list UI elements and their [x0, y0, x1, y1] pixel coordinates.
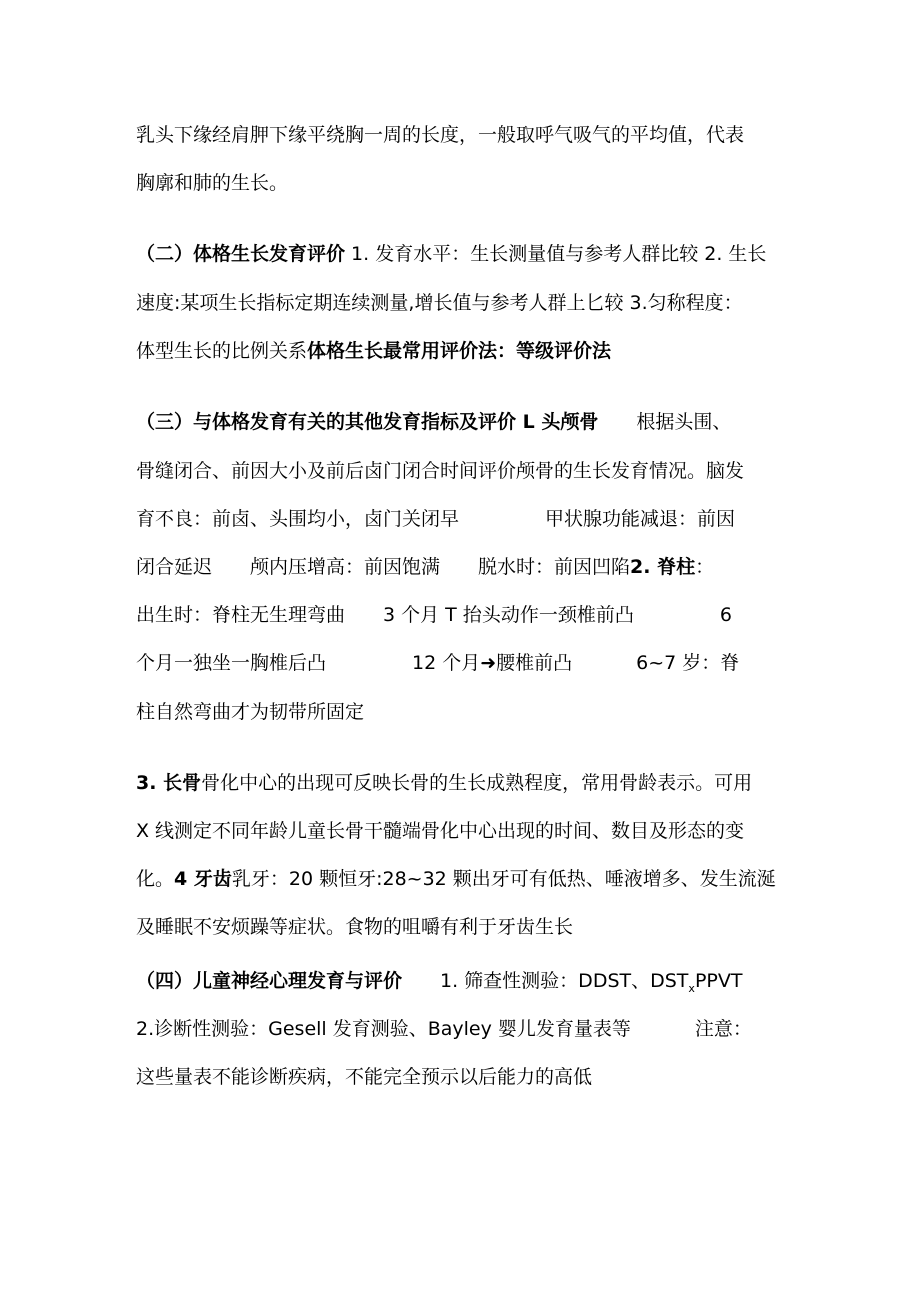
text-span: 速度:某项生长指标定期连续测量,增长值与参考人群上匕较 3.匀称程度：	[136, 292, 743, 314]
text-span: PPVT	[694, 970, 743, 992]
text-span: 乳牙：20 颗恒牙:28~32 颗出牙可有低热、唾液增多、发生流涎	[231, 868, 776, 890]
text-span: 颅内压增高：前因饱满	[250, 556, 441, 578]
text-span: 出生时：脊柱无生理弯曲	[136, 604, 346, 626]
para-other-indicators-line-1	[136, 409, 796, 435]
text-span: 柱自然弯曲才为韧带所固定	[136, 701, 365, 723]
text-span: 闭合延迟	[136, 556, 213, 578]
para-neuro-line-1	[136, 968, 796, 1002]
bold-phrase: 2. 脊柱	[630, 556, 696, 578]
text-span: 3 个月 T 抬头动作一颈椎前凸	[383, 604, 634, 626]
text-span: 化。	[136, 868, 175, 890]
text-span: 这些量表不能诊断疾病，不能完全预示以后能力的高低	[136, 1066, 593, 1088]
text-span: 2.诊断性测验：Gesell 发育测验、Bayley 婴儿发育量表等	[136, 1018, 631, 1040]
para-long-bone-line-2	[136, 818, 796, 844]
bold-phrase: 4 牙齿	[174, 868, 232, 890]
text-span: 乳头下缘经肩胛下缘平绕胸一周的长度，一般取呼气吸气的平均值，代表	[136, 124, 745, 146]
text-span: 胸廓和肺的生长。	[136, 172, 289, 194]
para-neuro-line-3	[136, 1064, 796, 1090]
section-heading-2: （二）体格生长发育评价	[136, 243, 346, 265]
para-growth-eval-line-2	[136, 290, 796, 316]
para-chest-line-2	[136, 170, 796, 196]
para-chest-line-1	[136, 122, 796, 148]
para-other-indicators-line-6	[136, 650, 796, 676]
text-span: 骨缝闭合、前因大小及前后卤门闭合时间评价颅骨的生长发育情况。脑发	[136, 460, 745, 482]
para-long-bone-line-3	[136, 866, 796, 892]
text-span: 体型生长的比例关系	[136, 340, 308, 362]
para-growth-eval-line-1	[136, 241, 796, 267]
text-span: X 线测定不同年龄儿童长骨干髓端骨化中心出现的时间、数目及形态的变	[136, 820, 745, 842]
text-span: 育不良：前卤、头围均小，卤门关闭早	[136, 508, 460, 530]
text-span: 骨化中心的出现可反映长骨的生长成熟程度，常用骨龄表示。可用	[201, 772, 753, 794]
text-span: 1. 发育水平：生长测量值与参考人群比较 2. 生长	[345, 243, 767, 265]
para-other-indicators-line-3	[136, 506, 796, 532]
text-span: 及睡眠不安烦躁等症状。食物的咀嚼有利于牙齿生长	[136, 916, 574, 938]
text-span: 12 个月➜腰椎前凸	[412, 652, 573, 674]
para-neuro-line-2	[136, 1016, 796, 1042]
para-other-indicators-line-7	[136, 699, 796, 725]
para-other-indicators-line-4	[136, 554, 796, 580]
text-span: 脱水时：前因凹陷	[478, 556, 631, 578]
para-long-bone-line-1	[136, 770, 796, 796]
subscript: x	[688, 981, 695, 995]
text-span: ：	[695, 556, 715, 578]
section-heading-3: （三）与体格发育有关的其他发育指标及评价 L 头颅骨	[136, 411, 599, 433]
para-other-indicators-line-2	[136, 458, 796, 484]
text-span: 根据头围、	[636, 411, 732, 433]
bold-phrase: 体格生长最常用评价法：等级评价法	[307, 340, 612, 362]
text-span: 6	[719, 604, 732, 626]
text-span: 个月一独坐一胸椎后凸	[136, 652, 327, 674]
section-heading-4: （四）儿童神经心理发育与评价	[136, 970, 403, 992]
text-span: 6~7 岁：脊	[636, 652, 740, 674]
text-span: 注意：	[694, 1018, 752, 1040]
para-growth-eval-line-3	[136, 338, 796, 364]
bold-phrase: 3. 长骨	[136, 772, 202, 794]
text-span: 甲状腺功能减退：前因	[545, 508, 736, 530]
text-span: 1. 筛查性测验：DDST、DST	[440, 970, 689, 992]
para-other-indicators-line-5	[136, 602, 796, 628]
para-long-bone-line-4	[136, 914, 796, 940]
